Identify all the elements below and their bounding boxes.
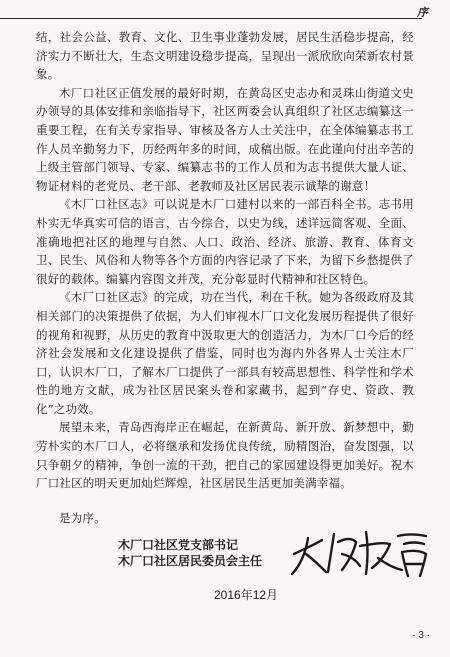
paragraph: 《木厂口社区志》可以说是木厂口建村以来的一部百科全书。志书用朴实无华真实可信的语言，古今综合，以史为线，述详远简客观、全面、准确地把社区的地理与自然、人口、政治、经济、旅游、教育、体育文卫、民生、风俗和人物等各个方面的内容记录了下来，为留下乡愁提供了很好的载体。编纂内容图文并茂，充分彰显时代精神和社区特色。 [36,197,414,286]
signature-block [118,537,262,569]
handwritten-signature [286,524,436,580]
paragraph: 《木厂口社区志》的完成，功在当代，利在千秋。她为各级政府及其相关部门的决策提供了依据，为人们审视木厂口文化发展历程提供了很好的视角和视野，从历史的教育中汲取更大的创造活力，为木厂口今后的经济社会发展和文化建设提供了借鉴，同时也为海内外各界人士关注木厂口，认识木厂口，了解木厂口提供了一部具有较高思想性、科学性和学术性的地方文献，成为社区居民案头卷和家藏书，起到“存史、资政、教化”之功效。 [36,290,414,416]
header-rule [0,18,422,19]
paragraph: 木厂口社区正值发展的最好时期，在黄岛区史志办和灵珠山街道文史办领导的具体安排和亲临指导下，社区两委会认真组织了社区志编纂这一重要工程，在有关专家指导、审核及各方人士关注中，在全体编纂志书工作人员辛勤努力下，历经两年多的时间，成稿出版。在此谨向付出辛苦的上级主管部门领导、专家、编纂志书的工作人员和为志书提供大量人证、物证材料的老党员、老干部、老教师及社区居民表示诚挚的谢意！ [36,85,414,193]
closing-line: 是为序。 [59,510,106,525]
paragraph: 展望未来，青岛西海岸正在崛起，在新黄岛、新开放、新梦想中，勤劳朴实的木厂口人，必将继承和发扬优良传统，励精图治，奋发图强，以只争朝夕的精神，争创一流的干劲，把自己的家园建设得更加美好。祝木厂口社区的明天更加灿烂辉煌，社区居民生活更加美满幸福。 [36,420,414,491]
body-text [36,28,414,527]
running-head: 序 [417,6,428,19]
document-date: 2016年12月 [214,588,279,602]
signatory-title-party-secretary: 木厂口社区党支部书记 [118,538,239,552]
page-number: · 3 · [412,630,430,641]
paragraph: 结，社会公益、教育、文化、卫生事业蓬勃发展，居民生活稳步提高，经济实力不断壮大，生态文明建设稳步提高，呈现出一派欣欣向荣新农村景象。 [36,30,414,82]
signatory-title-committee-director: 木厂口社区居民委员会主任 [118,554,263,568]
